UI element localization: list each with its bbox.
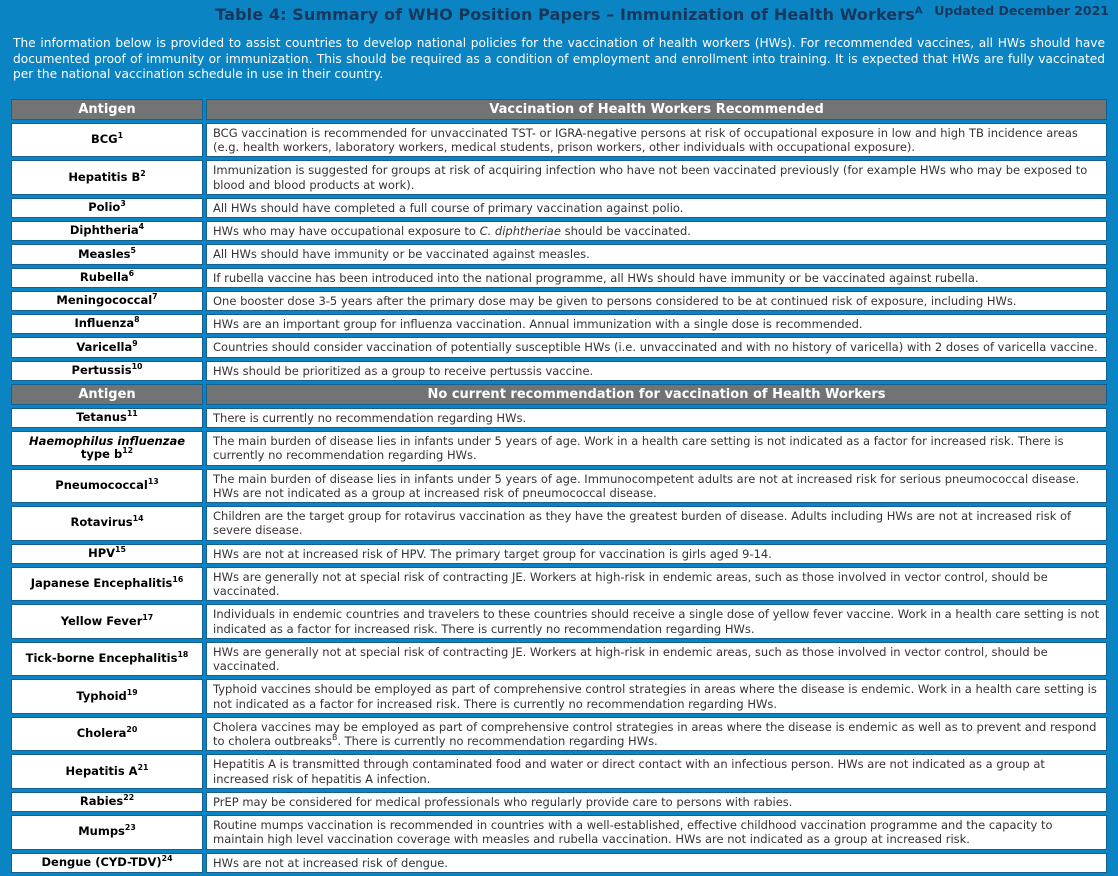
text-part: HWs are generally not at special risk of contracting JE. Workers at high-risk in endemic areas, such as those involved in vector control, should be vaccinated. xyxy=(213,569,1048,599)
table-row xyxy=(11,244,1107,264)
superscript-footnote-marker: 1 xyxy=(117,131,124,141)
superscript-footnote-marker: 22 xyxy=(123,793,135,803)
description-cell xyxy=(206,431,1107,466)
text-part: Varicella xyxy=(76,339,133,354)
antigen-cell xyxy=(11,314,203,334)
antigen-cell xyxy=(11,815,203,850)
antigen-cell xyxy=(11,268,203,288)
table-row xyxy=(11,361,1107,381)
description-cell xyxy=(206,268,1107,288)
description-cell xyxy=(206,469,1107,504)
antigen-cell xyxy=(11,506,203,541)
table-row xyxy=(11,469,1107,504)
text-part: Yellow Fever xyxy=(60,613,143,628)
text-part: Dengue (CYD-TDV) xyxy=(41,854,162,869)
who-position-papers-table xyxy=(8,96,1110,876)
superscript-footnote-marker: 3 xyxy=(120,199,126,209)
text-part: Typhoid vaccines should be employed as part of comprehensive control strategies in areas where the disease is endemic. Work in a health care setting is not indicated as a factor for increased risk. There is currently no recommendation regarding HWs. xyxy=(213,682,1097,711)
description-cell xyxy=(206,198,1107,218)
table-row xyxy=(11,291,1107,311)
superscript-footnote-marker: 4 xyxy=(138,222,145,232)
page-header xyxy=(0,0,1118,24)
antigen-cell xyxy=(11,361,203,381)
intro-paragraph: The information below is provided to assist countries to develop national policies for the vaccination of health workers (HWs). For recommended vaccines, all HWs should have documented proof of immunity or immunization. This should be required as a condition of employment and enrollment into training. It is expected that HWs are fully vaccinated per the national vaccination schedule in use in their country. xyxy=(13,36,1105,82)
text-part: BCG xyxy=(90,132,118,147)
superscript-footnote-marker: B xyxy=(331,733,338,743)
description-cell xyxy=(206,123,1107,158)
table-row xyxy=(11,431,1107,466)
page-title-text: Table 4: Summary of WHO Position Papers – Immunization of Health Workers xyxy=(215,5,915,24)
table-row xyxy=(11,754,1107,789)
antigen-cell xyxy=(11,544,203,564)
text-part: Rubella xyxy=(79,269,129,284)
antigen-cell xyxy=(11,160,203,195)
superscript-footnote-marker: 19 xyxy=(126,687,138,697)
text-part: Immunization is suggested for groups at risk of acquiring infection who have not been vaccinated previously (for example HWs who may be exposed to blood and blood products at work). xyxy=(213,163,1088,192)
antigen-cell xyxy=(11,717,203,752)
superscript-footnote-marker: 8 xyxy=(134,315,140,325)
table-row xyxy=(11,604,1107,639)
description-cell xyxy=(206,853,1107,873)
antigen-cell xyxy=(11,337,203,357)
text-part: Countries should consider vaccination of potentially susceptible HWs (i.e. unvaccinated and with no history of varicella) with 2 doses of varicella vaccine. xyxy=(213,340,1098,355)
description-cell xyxy=(206,754,1107,789)
text-part: Routine mumps vaccination is recommended in countries with a well-established, effective childhood vaccination programme and the capacity to maintain high level vaccination coverage with measles and rubella vaccination. HWs are not indicated as a group at increased risk. xyxy=(213,818,1053,847)
text-part: HWs should be prioritized as a group to receive pertussis vaccine. xyxy=(213,363,594,378)
superscript-footnote-marker: 16 xyxy=(172,575,184,585)
description-cell xyxy=(206,291,1107,311)
page-title-footnote-marker: A xyxy=(914,5,923,17)
antigen-cell xyxy=(11,244,203,264)
recommendation-column-header: Vaccination of Health Workers Recommended xyxy=(206,99,1107,120)
superscript-footnote-marker: 10 xyxy=(131,361,143,371)
superscript-footnote-marker: 12 xyxy=(122,446,134,456)
superscript-footnote-marker: 24 xyxy=(161,853,173,863)
description-cell xyxy=(206,506,1107,541)
text-part: Hepatitis A is transmitted through contaminated food and water or direct contact with an infectious person. HWs are not indicated as a group at increased risk of hepatitis A infection. xyxy=(213,757,1045,786)
text-part: HWs are not at increased risk of HPV. The primary target group for vaccination is girls aged 9-14. xyxy=(213,546,772,561)
text-part: All HWs should have immunity or be vaccinated against measles. xyxy=(213,247,590,262)
description-cell xyxy=(206,221,1107,241)
antigen-cell xyxy=(11,792,203,812)
superscript-footnote-marker: 15 xyxy=(115,544,126,554)
antigen-cell xyxy=(11,853,203,873)
text-part: Rabies xyxy=(79,794,124,809)
description-cell xyxy=(206,244,1107,264)
superscript-footnote-marker: 7 xyxy=(152,292,158,302)
table-row xyxy=(11,314,1107,334)
table-row xyxy=(11,815,1107,850)
antigen-cell xyxy=(11,604,203,639)
text-part: Tick-borne Encephalitis xyxy=(25,651,178,666)
text-part: If rubella vaccine has been introduced into the national programme, all HWs should have immunity or be vaccinated against rubella. xyxy=(213,270,979,285)
description-cell xyxy=(206,792,1107,812)
text-part: Tetanus xyxy=(76,410,127,425)
antigen-cell xyxy=(11,469,203,504)
text-part: HPV xyxy=(88,545,116,560)
text-part: All HWs should have completed a full course of primary vaccination against polio. xyxy=(213,200,684,215)
antigen-cell xyxy=(11,198,203,218)
text-part: Individuals in endemic countries and travelers to these countries should receive a single dose of yellow fever vaccine. Work in a health care setting is not indicated as a factor for increased risk. There is currently no recommendation regarding HWs. xyxy=(213,607,1100,636)
text-part: PrEP may be considered for medical professionals who regularly provide care to persons with rabies. xyxy=(213,794,793,809)
description-cell xyxy=(206,642,1107,677)
table-row xyxy=(11,567,1107,602)
section-header-row xyxy=(11,384,1107,405)
text-part: Hepatitis A xyxy=(65,763,138,778)
description-cell xyxy=(206,160,1107,195)
recommendation-column-header: No current recommendation for vaccination of Health Workers xyxy=(206,384,1107,405)
text-part: Cholera vaccines may be employed as part of comprehensive control strategies in areas where the disease is endemic as well as to prevent and respond to cholera outbreaks xyxy=(213,719,1097,749)
superscript-footnote-marker: 20 xyxy=(126,725,138,735)
antigen-cell xyxy=(11,431,203,466)
text-part: One booster dose 3-5 years after the primary dose may be given to persons considered to be at continued risk of exposure, including HWs. xyxy=(213,293,1017,308)
table-row xyxy=(11,160,1107,195)
text-part: type b xyxy=(80,447,123,462)
table-row xyxy=(11,679,1107,714)
table-row xyxy=(11,717,1107,752)
text-part: Pneumococcal xyxy=(55,477,148,492)
updated-date-label: Updated December 2021 xyxy=(934,3,1109,18)
antigen-cell xyxy=(11,408,203,428)
description-cell xyxy=(206,815,1107,850)
text-part: BCG vaccination is recommended for unvaccinated TST- or IGRA-negative persons at risk of occupational exposure in low and high TB incidence areas (e.g. health workers, laboratory workers, medical students, prison workers, other individuals with occupational exposure). xyxy=(213,125,1078,155)
description-cell xyxy=(206,408,1107,428)
description-cell xyxy=(206,361,1107,381)
description-cell xyxy=(206,544,1107,564)
italic-text-part: C. diphtheriae xyxy=(479,224,561,239)
text-part: Meningococcal xyxy=(56,293,153,308)
text-part: Children are the target group for rotavirus vaccination as they have the greatest burden of disease. Adults including HWs are not at increased risk of severe disease. xyxy=(213,509,1072,538)
text-part: Pertussis xyxy=(71,362,132,377)
antigen-column-header: Antigen xyxy=(11,384,203,405)
superscript-footnote-marker: 13 xyxy=(147,477,159,487)
table-row xyxy=(11,792,1107,812)
description-cell xyxy=(206,717,1107,752)
description-cell xyxy=(206,604,1107,639)
superscript-footnote-marker: 2 xyxy=(140,168,146,178)
text-part: Typhoid xyxy=(76,688,127,703)
table-row xyxy=(11,408,1107,428)
superscript-footnote-marker: 17 xyxy=(142,612,154,622)
text-part: Influenza xyxy=(74,316,135,331)
table-row xyxy=(11,642,1107,677)
text-part: Japanese Encephalitis xyxy=(30,576,173,591)
table-row xyxy=(11,853,1107,873)
superscript-footnote-marker: 21 xyxy=(137,762,149,772)
superscript-footnote-marker: 18 xyxy=(177,650,189,660)
text-part: HWs are not at increased risk of dengue. xyxy=(213,855,448,870)
text-part: . There is currently no recommendation regarding HWs. xyxy=(337,734,658,749)
superscript-footnote-marker: 9 xyxy=(132,338,138,348)
text-part: HWs who may have occupational exposure to xyxy=(213,224,480,239)
antigen-cell xyxy=(11,642,203,677)
text-part: The main burden of disease lies in infants under 5 years of age. Work in a health care setting is not indicated as a factor for increased risk. There is currently no recommendation regarding HWs. xyxy=(213,434,1064,463)
text-part: Cholera xyxy=(76,726,127,741)
antigen-cell xyxy=(11,754,203,789)
antigen-cell xyxy=(11,123,203,158)
section-header-row xyxy=(11,99,1107,120)
text-part: Measles xyxy=(78,246,131,261)
superscript-footnote-marker: 14 xyxy=(132,514,144,524)
text-part: There is currently no recommendation regarding HWs. xyxy=(213,410,527,425)
text-part: Hepatitis B xyxy=(68,169,141,184)
description-cell xyxy=(206,314,1107,334)
antigen-cell xyxy=(11,567,203,602)
italic-text-part: Haemophilus influenzae xyxy=(28,433,185,448)
table-row xyxy=(11,123,1107,158)
superscript-footnote-marker: 11 xyxy=(126,409,138,419)
text-part: Diphtheria xyxy=(69,223,139,238)
description-cell xyxy=(206,679,1107,714)
text-part: The main burden of disease lies in infants under 5 years of age. Immunocompetent adults are not at increased risk for serious pneumococcal disease. HWs are not indicated as a group at increased risk of pneumococcal disease. xyxy=(213,471,1080,500)
table-row xyxy=(11,337,1107,357)
table-row xyxy=(11,221,1107,241)
text-part: HWs are generally not at special risk of contracting JE. Workers at high-risk in endemic areas, such as those involved in vector control, should be vaccinated. xyxy=(213,644,1048,674)
antigen-cell xyxy=(11,221,203,241)
table-body xyxy=(11,99,1107,873)
superscript-footnote-marker: 6 xyxy=(128,268,135,278)
table-row xyxy=(11,506,1107,541)
text-part: Mumps xyxy=(78,824,125,839)
description-cell xyxy=(206,337,1107,357)
text-part: HWs are an important group for influenza vaccination. Annual immunization with a single dose is recommended. xyxy=(213,317,863,332)
text-part: should be vaccinated. xyxy=(560,224,691,239)
text-part: Polio xyxy=(88,200,121,215)
antigen-cell xyxy=(11,679,203,714)
table-row xyxy=(11,268,1107,288)
description-cell xyxy=(206,567,1107,602)
antigen-column-header: Antigen xyxy=(11,99,203,120)
table-row xyxy=(11,198,1107,218)
superscript-footnote-marker: 23 xyxy=(124,823,136,833)
text-part: Rotavirus xyxy=(70,515,133,530)
table-row xyxy=(11,544,1107,564)
antigen-cell xyxy=(11,291,203,311)
superscript-footnote-marker: 5 xyxy=(130,245,136,255)
